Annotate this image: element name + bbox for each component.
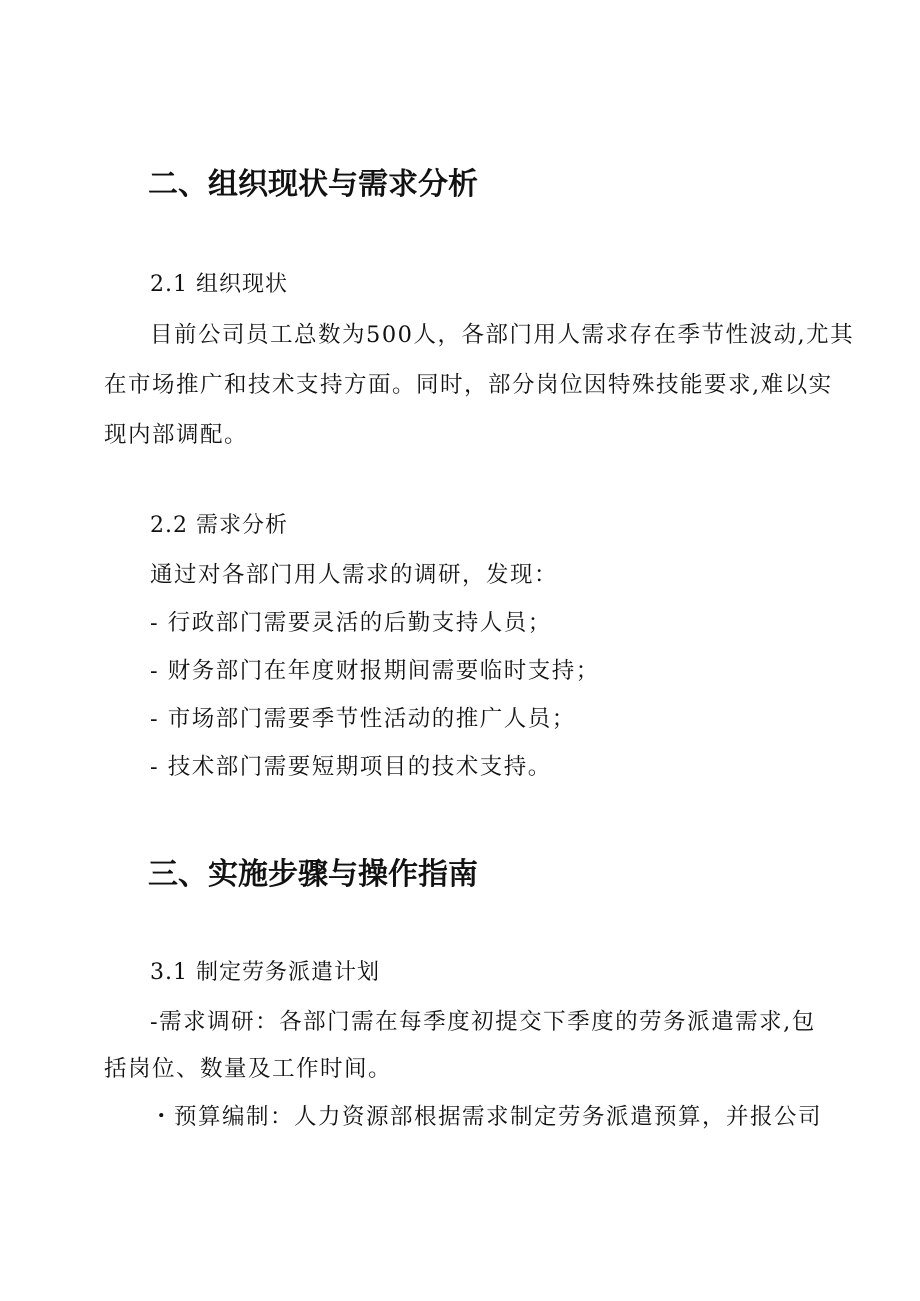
subsection-3-1-heading: 3.1 制定劳务派遣计划 bbox=[150, 960, 380, 985]
subsection-2-2-heading: 2.2 需求分析 bbox=[150, 513, 288, 538]
plan-item-line: 括岗位、数量及工作时间。 bbox=[104, 1056, 393, 1082]
paragraph-line: 目前公司员工总数为500人，各部门用人需求存在季节性波动,尤其 bbox=[150, 322, 855, 348]
paragraph-line: 现内部调配。 bbox=[104, 422, 249, 448]
plan-item-line: -需求调研：各部门需在每季度初提交下季度的劳务派遣需求,包 bbox=[150, 1009, 816, 1035]
section-2-title: 二、组织现状与需求分析 bbox=[148, 167, 478, 202]
paragraph-line: 在市场推广和技术支持方面。同时，部分岗位因特殊技能要求,难以实 bbox=[104, 372, 833, 398]
needs-intro: 通过对各部门用人需求的调研，发现： bbox=[150, 562, 559, 588]
list-item: - 技术部门需要短期项目的技术支持。 bbox=[150, 754, 552, 780]
subsection-2-1-heading: 2.1 组织现状 bbox=[150, 272, 288, 297]
list-item: - 行政部门需要灵活的后勤支持人员； bbox=[150, 610, 552, 636]
section-3-title: 三、实施步骤与操作指南 bbox=[148, 857, 478, 892]
list-item: - 财务部门在年度财报期间需要临时支持； bbox=[150, 658, 600, 684]
list-item: - 市场部门需要季节性活动的推广人员； bbox=[150, 706, 576, 732]
plan-item-line: ・预算编制：人力资源部根据需求制定劳务派遣预算，并报公司 bbox=[150, 1104, 823, 1130]
